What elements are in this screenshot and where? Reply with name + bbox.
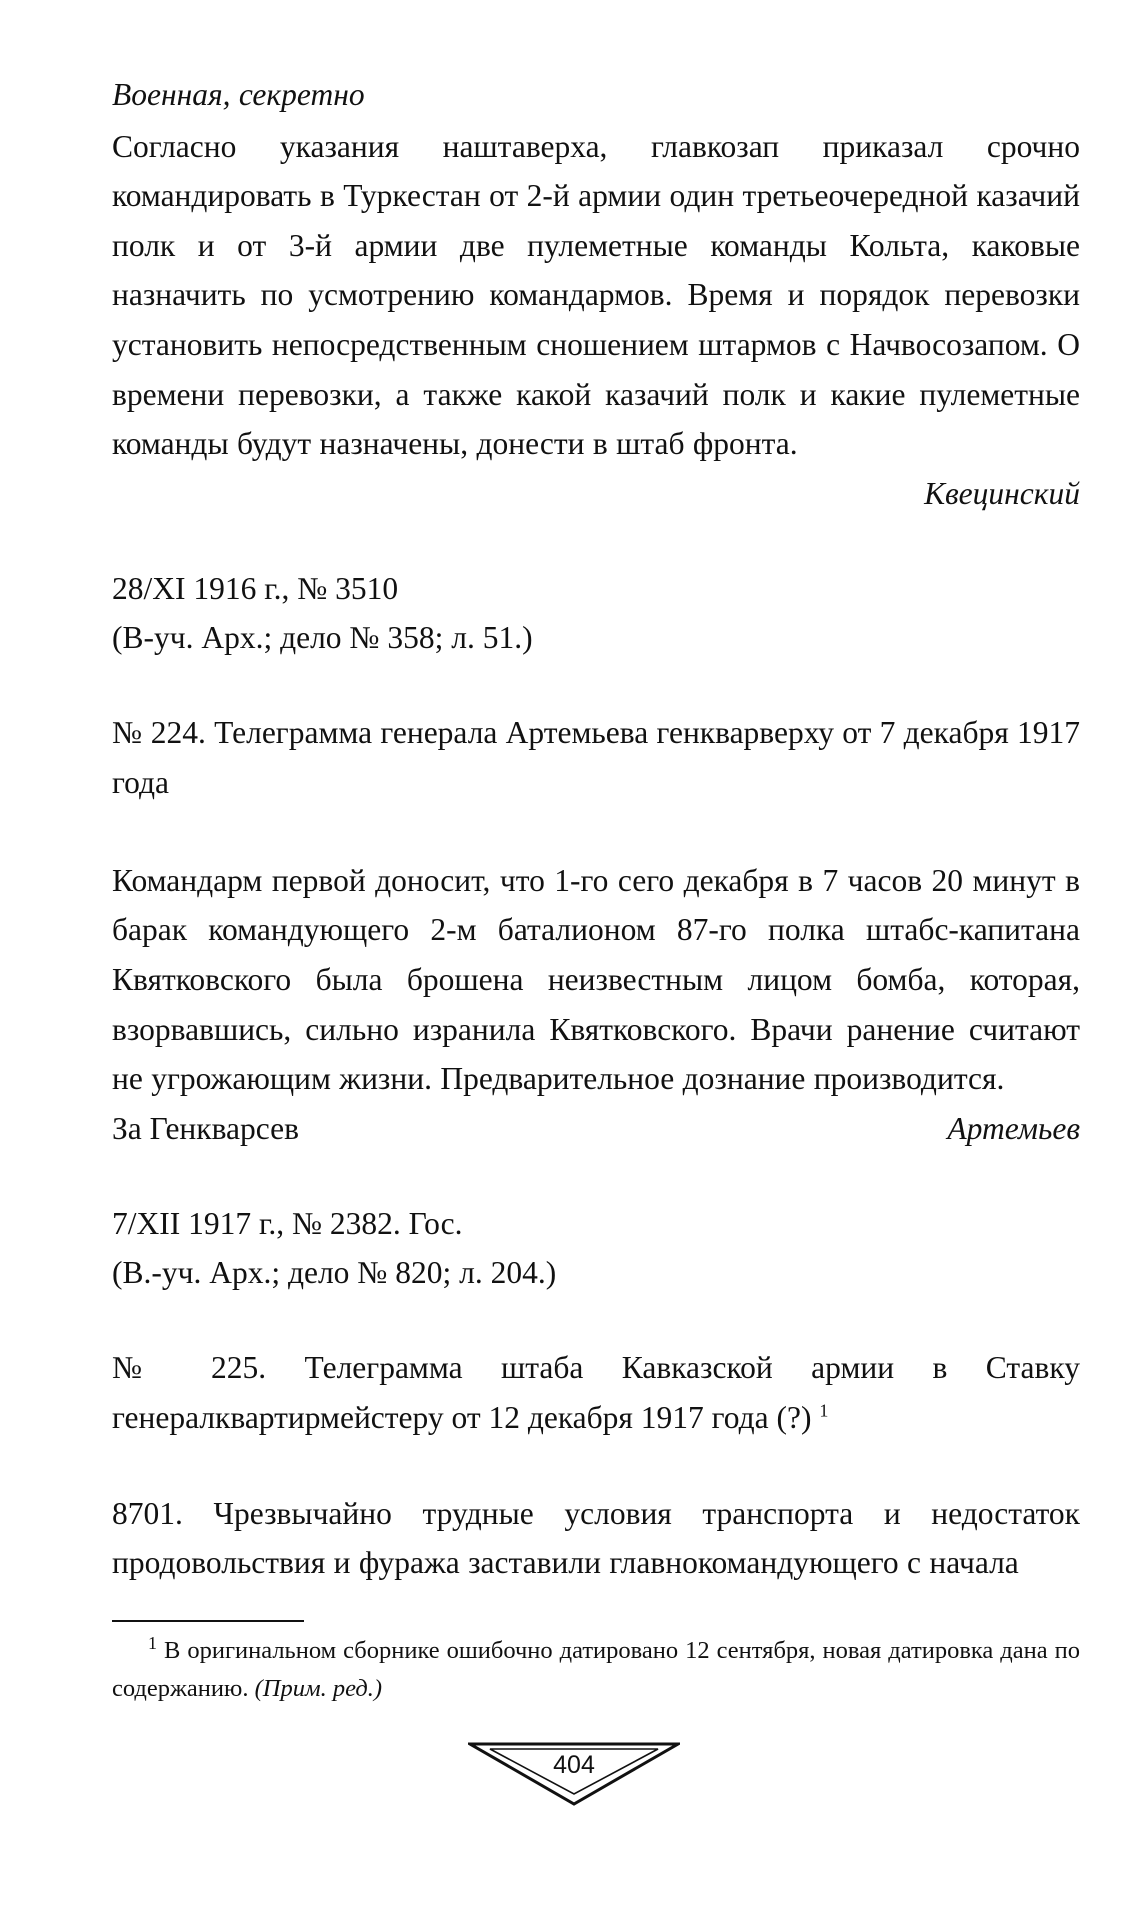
- document-title: [112, 1343, 1080, 1443]
- footnote: [112, 1632, 1080, 1708]
- signature: Квецинский: [924, 475, 1080, 511]
- date-reference: 7/XII 1917 г., № 2382. Гос.: [112, 1205, 463, 1241]
- footnote-marker: 1: [819, 1400, 829, 1421]
- page-content: [112, 70, 1080, 1588]
- footnote-text: В оригинальном сборнике ошибочно датировано 12 сентября, новая датировка дана по содержанию.: [112, 1637, 1080, 1702]
- document-body: Командарм первой доносит, что 1-го сего декабря в 7 часов 20 минут в барак командующего 2-м баталионом 87-го полка штабс-капитана Квятковского была брошена неизвестным лицом бомба, которая, взорвавшись, сильно изранила Квятковского. Врачи ранение считают не угрожающим жизни. Предварительное дознание производится.: [112, 862, 1080, 1097]
- document-title: № 224. Телеграмма генерала Артемьева генкварверху от 7 декабря 1917 года: [112, 714, 1080, 800]
- page-number-badge: [468, 1742, 680, 1808]
- date-reference: 28/XI 1916 г., № 3510: [112, 570, 399, 606]
- page-number: 404: [553, 1751, 595, 1779]
- archive-reference: (В.-уч. Арх.; дело № 820; л. 204.): [112, 1254, 557, 1290]
- document-title-text: № 225. Телеграмма штаба Кавказской армии в Ставку генералквартирмейстеру от 12 декабря 1917 года (?): [112, 1349, 1080, 1435]
- document-body: Согласно указания наштаверха, главкозап приказал срочно командировать в Туркестан от 2-й армии один третьеочередной казачий полк и от 3-й армии две пулеметные команды Кольта, каковые назначить по усмотрению командармов. Время и порядок перевозки установить непосредственным сношением штармов с Начвосозапом. О времени перевозки, а также какой казачий полк и какие пулеметные команды будут назначены, донести в штаб фронта.: [112, 128, 1080, 462]
- footnote-divider: [112, 1620, 304, 1622]
- archive-reference: (В-уч. Арх.; дело № 358; л. 51.): [112, 619, 533, 655]
- footnote-marker: 1: [148, 1632, 157, 1653]
- signature-right: Артемьев: [947, 1110, 1080, 1146]
- classification-label: Военная, секретно: [112, 77, 365, 112]
- document-body: 8701. Чрезвычайно трудные условия транспорта и недостаток продовольствия и фуража заставили главнокомандующего с начала: [112, 1495, 1080, 1581]
- signature-left: За Генкварсев: [112, 1110, 300, 1146]
- signature-row: [112, 1104, 1080, 1153]
- editor-note: (Прим. ред.): [254, 1675, 383, 1702]
